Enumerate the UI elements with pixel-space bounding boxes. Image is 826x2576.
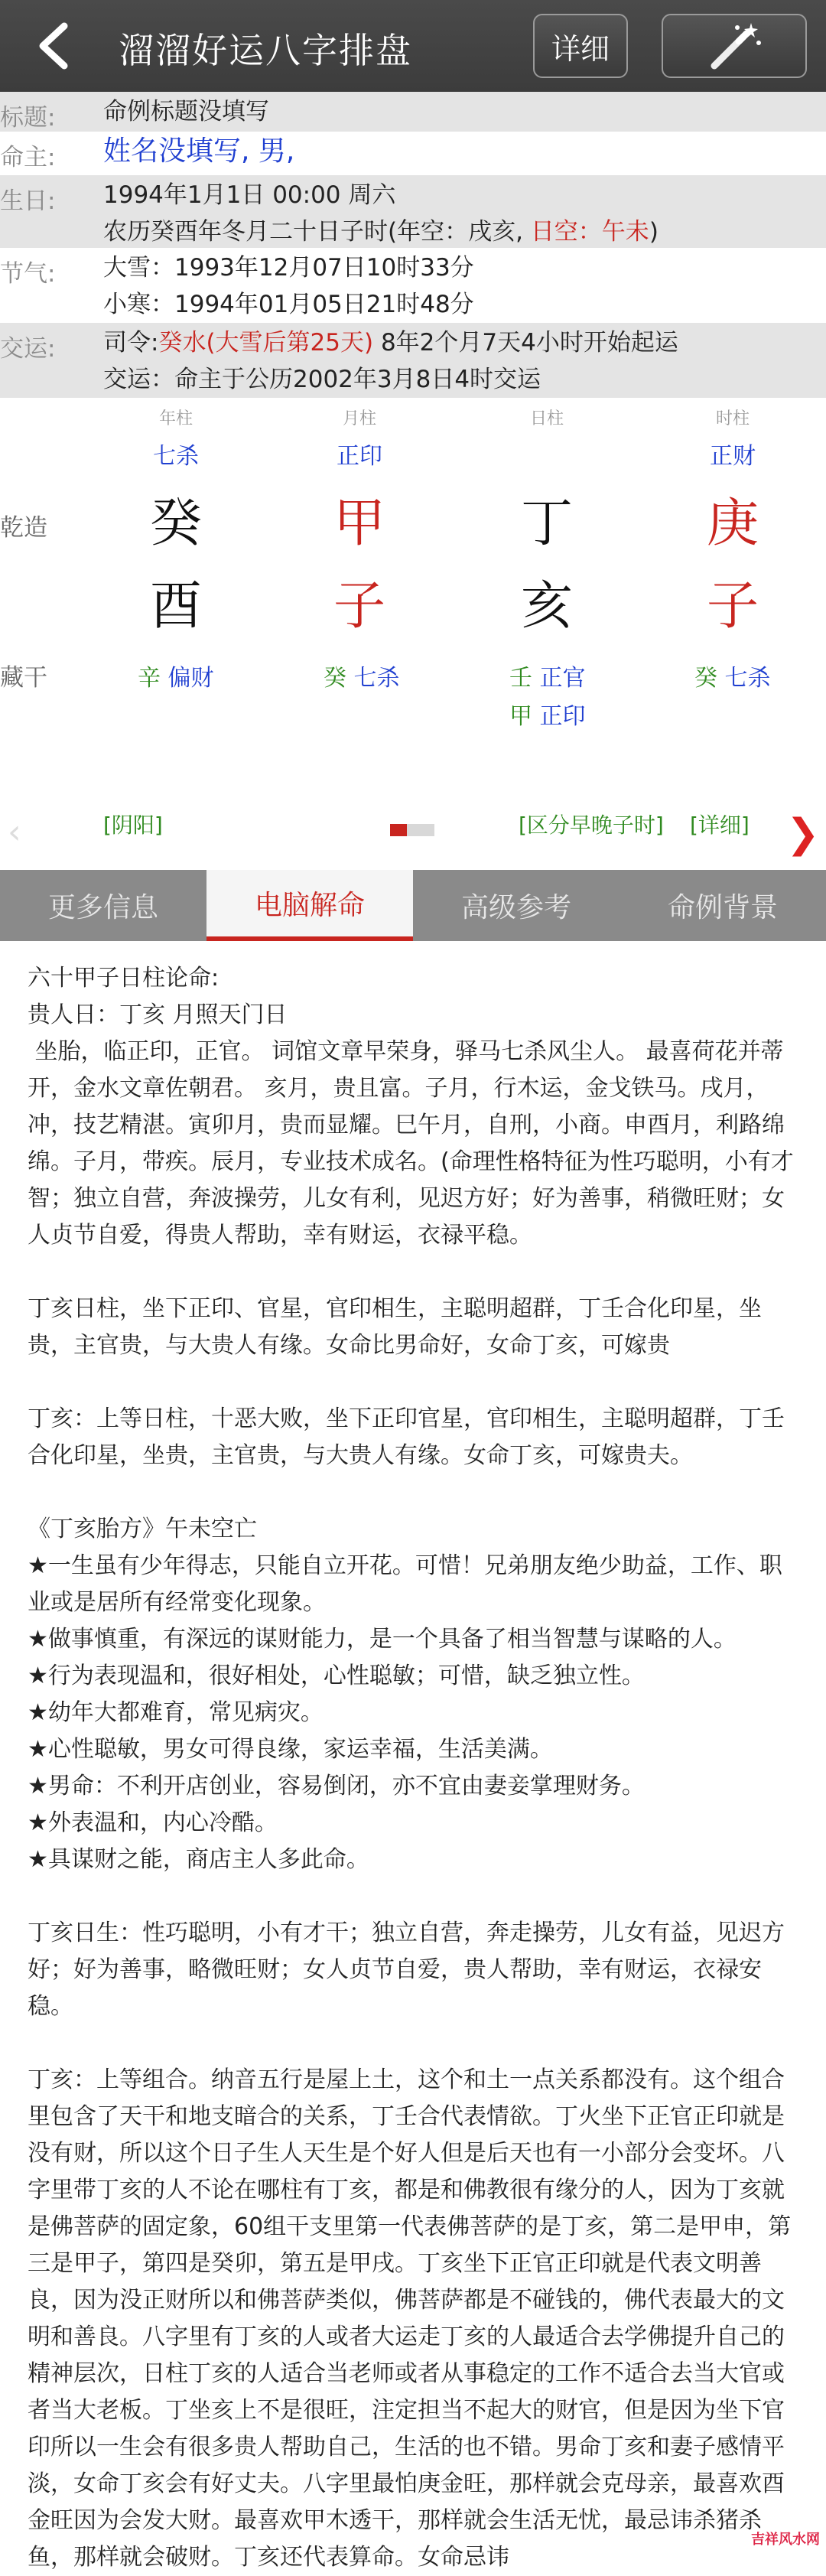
year-branch: 酉: [149, 576, 202, 637]
jiaoyun-label: 交运:: [0, 335, 56, 363]
qianzao-label: 乾造: [0, 514, 47, 542]
jiaoyun-value: [103, 323, 826, 398]
tab-computer-reading[interactable]: 电脑解命: [206, 870, 413, 941]
page-indicator: [390, 822, 436, 838]
year-ten-god: 七杀: [153, 443, 199, 470]
owner-label: 命主:: [0, 144, 56, 171]
hidden-stem-char: 辛: [138, 665, 161, 692]
hour-hidden-stem: [694, 659, 771, 692]
article-paragraph: 《丁亥胎方》午未空亡 ★一生虽有少年得志，只能自立开花。可惜！兄弟朋友绝少助益，工作、职业或是居所有经常变化现象。 ★做事慎重，有深远的谋财能力，是一个具备了相当智慧与谋略的人。 ★行为表现温和，很好相处，心性聪敏；可惜，缺乏独立性。 ★幼年大都难育，常见病灾。 ★心性聪敏，男女可得良缘，家运幸福，生活美满。 ★男命：不利开店创业，容易倒闭，亦不宜由妻妾掌理财务。 ★外表温和，内心冷酷。 ★具谋财之能，商店主人多此命。: [28, 1516, 782, 1873]
month-hidden-stem: [324, 659, 400, 692]
hidden-stem-char: 癸: [694, 665, 717, 692]
owner-value: 姓名没填写, 男,: [103, 135, 295, 167]
month-stem: 甲: [333, 493, 385, 554]
hidden-god: 正官: [539, 665, 586, 692]
day-hidden-stem-2: [509, 697, 586, 731]
hour-branch: 子: [706, 576, 759, 637]
zaowan-zi-link[interactable]: [区分早晚子时]: [519, 813, 664, 838]
hidden-god: 正印: [539, 703, 586, 730]
year-stem: 癸: [149, 493, 202, 554]
tab-advanced-reference[interactable]: 高级参考: [460, 892, 571, 923]
day-branch: 亥: [520, 576, 573, 637]
hidden-stem-char: 壬: [509, 665, 532, 692]
day-hidden-stem-1: [509, 659, 586, 692]
title-label: 标题:: [0, 104, 56, 132]
hidden-stem-char: 甲: [509, 703, 532, 730]
birth-label: 生日:: [0, 187, 56, 215]
jieqi-row: [0, 248, 826, 323]
day-pillar-header: 日柱: [529, 409, 564, 428]
hidden-god: 偏财: [167, 665, 214, 692]
back-button[interactable]: [31, 21, 76, 70]
siling-value: 癸水(大雪后第25天): [158, 329, 374, 357]
article-paragraph: 丁亥日生：性巧聪明，小有才干；独立自营，奔走操劳，儿女有益，见迟方好；好为善事，略微旺财；女人贞节自爱，贵人帮助，幸有财运，衣禄安稳。: [28, 1920, 785, 2020]
birth-lunar-close: ): [649, 218, 659, 246]
detail-button[interactable]: 详细: [533, 14, 628, 78]
magic-wand-button[interactable]: [662, 14, 807, 78]
article-paragraph: 丁亥：上等日柱，十恶大败，坐下正印官星，官印相生，主聪明超群，丁壬合化印星，坐贵，主官贵，与大贵人有缘。女命丁亥，可嫁贵夫。: [28, 1405, 785, 1469]
tab-case-background[interactable]: 命例背景: [667, 892, 778, 923]
tab-more-info[interactable]: 更多信息: [47, 892, 158, 923]
month-ten-god: 正印: [337, 443, 382, 470]
jieqi-daxue: 大雪：1993年12月07日10时33分: [103, 254, 474, 282]
siling-line: [103, 324, 826, 361]
day-void: 日空：午未: [530, 218, 649, 246]
year-hidden-stem: [138, 659, 214, 692]
birth-row: [0, 175, 826, 248]
jieqi-label: 节气:: [0, 260, 56, 288]
siling-label: 司令:: [103, 329, 159, 357]
jiaoyun-row: [0, 323, 826, 398]
hidden-god: 七杀: [353, 665, 400, 692]
day-stem: 丁: [520, 493, 573, 554]
jieqi-xiaohan: 小寒：1994年01月05日21时48分: [103, 291, 474, 318]
hidden-stem-char: 癸: [324, 665, 346, 692]
next-page-icon[interactable]: ❯: [786, 811, 820, 857]
article-paragraph: 丁亥：上等组合。纳音五行是屋上土，这个和土一点关系都没有。这个组合里包含了天干和地支暗合的关系，丁壬合代表情欲。丁火坐下正官正印就是没有财，所以这个日子生人天生是个好人但是后天也有一小部分会变坏。八字里带丁亥的人不论在哪柱有丁亥，都是和佛教很有缘分的人，因为丁亥就是佛菩萨的固定象，60组干支里第一代表佛菩萨的是丁亥，第二是甲申，第三是甲子，第四是癸卯，第五是甲戌。丁亥坐下正官正印就是代表文明善良，因为没正财所以和佛菩萨类似，佛菩萨都是不碰钱的，佛代表最大的文明和善良。八字里有丁亥的人或者大运走丁亥的人最适合去学佛提升自己的精神层次，日柱丁亥的人适合当老师或者从事稳定的工作不适合去当大官或者当大老板。丁坐亥上不是很旺，注定担当不起大的财官，但是因为坐下官印所以一生会有很多贵人帮助自己，生活的也不错。男命丁亥和妻子感情平淡，女命丁亥会有好丈夫。八字里最怕庚金旺，那样就会克母亲，最喜欢酉金旺因为会发大财。最喜欢甲木透干，那样就会生活无忧，最忌讳杀猪杀鱼，那样就会破财。丁亥还代表算命。女命忌讳: [28, 2066, 792, 2571]
article-paragraph: 丁亥日柱，坐下正印、官星，官印相生，主聪明超群，丁壬合化印星，坐贵，主官贵，与大贵人有缘。女命比男命好，女命丁亥，可嫁贵: [28, 1295, 762, 1359]
birth-lunar: [103, 213, 826, 250]
article-paragraph: 六十甲子日柱论命: 贵人日：丁亥 月照天门日 坐胎，临正印，正官。 词馆文章早荣身，驿马七杀风尘人。 最喜荷花并蒂开，金水文章佐朝君。 亥月，贵且富。子月，行木运，金戈铁马。戌月，冲，技艺精湛。寅卯月，贵而显耀。巳午月，自刑，小商。申酉月，利路绵 绵。子月，带疾。辰月，专业技术成名。(命理性格特征为性巧聪明，小有才智；独立自营，奔波操劳，儿女有利，见迟方好；好为善事，稍微旺财；女人贞节自爱，得贵人帮助，幸有财运，衣禄平稳。: [28, 965, 794, 1249]
magic-wand-icon: [704, 21, 765, 70]
month-branch: 子: [333, 576, 385, 637]
qiyun-text: 8年2个月7天4小时开始起运: [373, 329, 678, 357]
title-value: 命例标题没填写: [103, 98, 269, 125]
canggan-label: 藏干: [0, 664, 47, 692]
yinyang-link[interactable]: [阴阳]: [103, 813, 163, 838]
tab-bar: [0, 870, 826, 941]
birth-solar: 1994年1月1日 00:00 周六: [103, 181, 396, 209]
jieqi-value: [103, 248, 826, 323]
jiaoyun-line: 交运：命主于公历2002年3月8日4时交运: [103, 366, 541, 393]
chevron-left-icon: [31, 21, 76, 70]
top-bar: [0, 0, 826, 92]
title-row: [0, 92, 826, 132]
prev-page-icon[interactable]: ‹: [8, 813, 21, 852]
hour-stem: 庚: [706, 493, 759, 554]
birth-lunar-text: 农历癸酉年冬月二十日子时(年空：戌亥,: [103, 218, 531, 246]
app-title: 溜溜好运八字排盘: [119, 30, 412, 71]
info-panel: [0, 92, 826, 398]
hour-ten-god: 正财: [710, 443, 756, 470]
detail-link[interactable]: [详细]: [690, 813, 750, 838]
hour-pillar-header: 时柱: [715, 409, 750, 428]
owner-row: [0, 132, 826, 175]
month-pillar-header: 月柱: [342, 409, 376, 428]
reading-article: [28, 960, 802, 2576]
hidden-god: 七杀: [724, 665, 771, 692]
year-pillar-header: 年柱: [158, 409, 193, 428]
birth-value: [103, 175, 826, 248]
site-watermark: 吉祥风水网: [751, 2532, 820, 2548]
